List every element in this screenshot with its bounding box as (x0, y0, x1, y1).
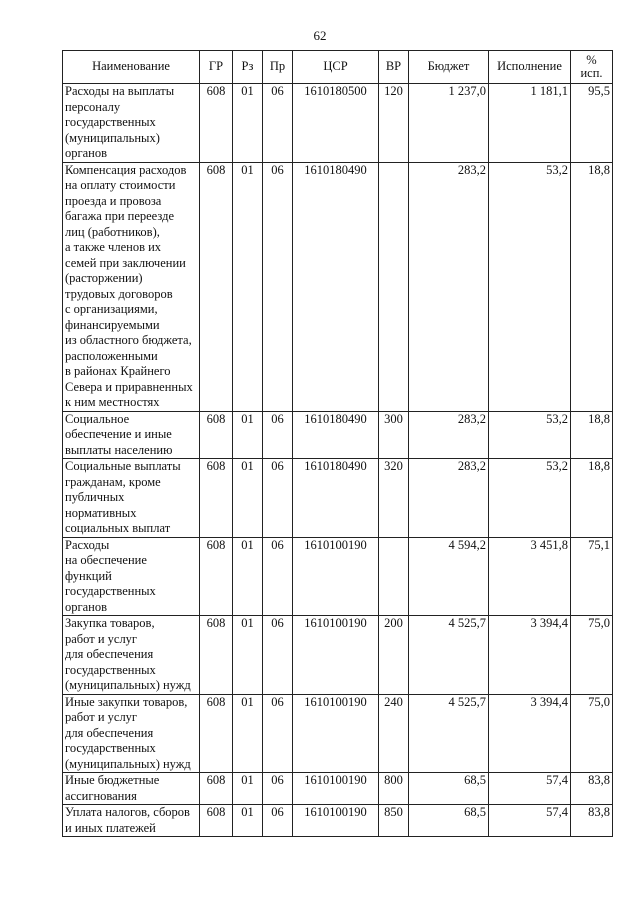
row-name-line: на оплату стоимости (65, 178, 176, 192)
row-name-line: гражданам, кроме (65, 474, 161, 489)
row-rz-cell: 01 (233, 694, 263, 773)
column-header-pr: Пр (263, 51, 293, 84)
row-name-cell (63, 162, 200, 411)
row-name-line: выплаты населению (65, 442, 173, 457)
percent-label: исп. (580, 66, 603, 80)
row-vr-cell: 200 (379, 616, 409, 695)
row-budget-cell: 283,2 (409, 411, 489, 459)
row-gr-cell: 608 (200, 162, 233, 411)
row-budget-cell: 283,2 (409, 459, 489, 538)
row-vr-cell: 300 (379, 411, 409, 459)
row-execution-cell: 53,2 (489, 459, 571, 538)
row-name-line: (муниципальных) (65, 130, 160, 145)
row-name-line: органов (65, 599, 108, 614)
row-gr-cell: 608 (200, 616, 233, 695)
table-row (63, 411, 613, 459)
row-budget-cell: 68,5 (409, 773, 489, 805)
row-pr-cell: 06 (263, 459, 293, 538)
row-vr-cell (379, 162, 409, 411)
row-name-line: Социальные выплаты (65, 459, 181, 473)
row-name-line: публичных (65, 490, 125, 504)
table-row (63, 162, 613, 411)
row-vr-cell: 120 (379, 84, 409, 163)
row-execution-cell: 57,4 (489, 805, 571, 837)
row-pct-cell: 95,5 (571, 84, 613, 163)
row-rz-cell: 01 (233, 805, 263, 837)
row-pct-cell: 75,1 (571, 537, 613, 616)
row-execution-cell: 3 394,4 (489, 616, 571, 695)
row-name-line: государственных (65, 115, 156, 129)
row-csr-cell: 1610100190 (293, 805, 379, 837)
row-name-line: государственных (65, 662, 156, 677)
row-name-line: органов (65, 146, 108, 160)
row-name-line: багажа при переезде (65, 209, 175, 223)
row-csr-cell: 1610100190 (293, 537, 379, 616)
row-pr-cell: 06 (263, 773, 293, 805)
table-header-row (63, 51, 613, 84)
row-execution-cell: 53,2 (489, 411, 571, 459)
row-csr-cell: 1610180500 (293, 84, 379, 163)
column-header-vr: ВР (379, 51, 409, 84)
row-name-line: Уплата налогов, сборов (65, 805, 190, 819)
row-vr-cell: 240 (379, 694, 409, 773)
row-name-line: проезда и провоза (65, 193, 162, 208)
row-pct-cell: 75,0 (571, 694, 613, 773)
row-name-line: Социальное (65, 411, 130, 426)
row-vr-cell: 800 (379, 773, 409, 805)
table-row (63, 616, 613, 695)
row-gr-cell: 608 (200, 459, 233, 538)
row-gr-cell: 608 (200, 773, 233, 805)
row-csr-cell: 1610100190 (293, 773, 379, 805)
row-csr-cell: 1610180490 (293, 459, 379, 538)
row-name-line: а также членов их (65, 240, 162, 254)
row-name-cell (63, 773, 200, 805)
column-header-percent (571, 51, 613, 84)
row-name-line: семей при заключении (65, 255, 186, 270)
row-name-line: из областного бюджета, (65, 333, 192, 347)
row-name-cell (63, 411, 200, 459)
row-name-cell (63, 694, 200, 773)
row-execution-cell: 57,4 (489, 773, 571, 805)
row-name-line: Расходы на выплаты (65, 84, 175, 98)
row-name-line: персоналу (65, 99, 121, 114)
row-execution-cell: 53,2 (489, 162, 571, 411)
row-name-line: обеспечение и иные (65, 427, 172, 441)
row-rz-cell: 01 (233, 411, 263, 459)
row-budget-cell: 4 525,7 (409, 616, 489, 695)
row-name-line: нормативных (65, 505, 137, 520)
row-name-line: ассигнования (65, 788, 137, 803)
row-name-line: финансируемыми (65, 317, 160, 332)
row-pr-cell: 06 (263, 84, 293, 163)
row-vr-cell (379, 537, 409, 616)
row-name-line: работ и услуг (65, 631, 138, 646)
row-budget-cell: 283,2 (409, 162, 489, 411)
row-pr-cell: 06 (263, 162, 293, 411)
row-budget-cell: 68,5 (409, 805, 489, 837)
column-header-execution: Исполнение (489, 51, 571, 84)
row-pr-cell: 06 (263, 411, 293, 459)
column-header-gr: ГР (200, 51, 233, 84)
row-name-cell (63, 537, 200, 616)
column-header-budget: Бюджет (409, 51, 489, 84)
row-pr-cell: 06 (263, 616, 293, 695)
row-gr-cell: 608 (200, 84, 233, 163)
row-name-line: с организациями, (65, 302, 158, 316)
row-budget-cell: 1 237,0 (409, 84, 489, 163)
row-name-line: лиц (работников), (65, 224, 160, 239)
row-name-line: (муниципальных) нужд (65, 756, 191, 771)
table-row (63, 805, 613, 837)
row-execution-cell: 3 451,8 (489, 537, 571, 616)
row-name-line: Иные бюджетные (65, 773, 160, 787)
row-csr-cell: 1610180490 (293, 162, 379, 411)
column-header-rz: Рз (233, 51, 263, 84)
row-name-line: на обеспечение (65, 553, 147, 567)
row-name-line: государственных (65, 584, 156, 598)
row-budget-cell: 4 594,2 (409, 537, 489, 616)
row-name-line: для обеспечения (65, 647, 154, 661)
row-execution-cell: 1 181,1 (489, 84, 571, 163)
row-pct-cell: 18,8 (571, 411, 613, 459)
page-number: 62 (313, 28, 327, 43)
row-rz-cell: 01 (233, 537, 263, 616)
row-name-line: Компенсация расходов (65, 162, 187, 177)
row-pct-cell: 18,8 (571, 459, 613, 538)
row-gr-cell: 608 (200, 411, 233, 459)
table-row (63, 84, 613, 163)
column-header-csr: ЦСР (293, 51, 379, 84)
row-name-line: функций (65, 568, 112, 583)
row-name-line: (муниципальных) нужд (65, 678, 191, 692)
row-rz-cell: 01 (233, 616, 263, 695)
row-name-line: работ и услуг (65, 710, 138, 724)
row-gr-cell: 608 (200, 805, 233, 837)
row-pct-cell: 18,8 (571, 162, 613, 411)
row-name-line: Иные закупки товаров, (65, 694, 188, 709)
row-name-line: Севера и приравненных (65, 379, 193, 394)
row-csr-cell: 1610100190 (293, 616, 379, 695)
column-header-name: Наименование (63, 51, 200, 84)
row-name-line: Расходы (65, 537, 110, 552)
row-pr-cell: 06 (263, 537, 293, 616)
percent-symbol: % (586, 53, 597, 67)
row-name-line: трудовых договоров (65, 286, 173, 301)
table-row (63, 694, 613, 773)
row-name-line: и иных платежей (65, 820, 156, 835)
row-vr-cell: 320 (379, 459, 409, 538)
row-name-line: для обеспечения (65, 725, 154, 740)
row-name-line: к ним местностях (65, 395, 160, 409)
row-name-line: государственных (65, 741, 156, 755)
row-name-cell (63, 459, 200, 538)
row-csr-cell: 1610100190 (293, 694, 379, 773)
row-name-line: Закупка товаров, (65, 616, 155, 630)
row-rz-cell: 01 (233, 459, 263, 538)
table-row (63, 537, 613, 616)
row-gr-cell: 608 (200, 694, 233, 773)
row-csr-cell: 1610180490 (293, 411, 379, 459)
table-row (63, 459, 613, 538)
table-row (63, 773, 613, 805)
row-name-cell (63, 805, 200, 837)
row-pct-cell: 83,8 (571, 805, 613, 837)
row-budget-cell: 4 525,7 (409, 694, 489, 773)
row-name-cell (63, 84, 200, 163)
row-pr-cell: 06 (263, 805, 293, 837)
budget-execution-table (62, 50, 613, 837)
row-name-cell (63, 616, 200, 695)
row-pct-cell: 83,8 (571, 773, 613, 805)
row-gr-cell: 608 (200, 537, 233, 616)
row-pr-cell: 06 (263, 694, 293, 773)
table-body (63, 84, 613, 837)
row-rz-cell: 01 (233, 773, 263, 805)
row-name-line: расположенными (65, 348, 158, 363)
row-execution-cell: 3 394,4 (489, 694, 571, 773)
row-pct-cell: 75,0 (571, 616, 613, 695)
row-rz-cell: 01 (233, 84, 263, 163)
row-name-line: социальных выплат (65, 521, 171, 535)
row-name-line: в районах Крайнего (65, 364, 171, 378)
row-name-line: (расторжении) (65, 271, 143, 285)
row-rz-cell: 01 (233, 162, 263, 411)
row-vr-cell: 850 (379, 805, 409, 837)
